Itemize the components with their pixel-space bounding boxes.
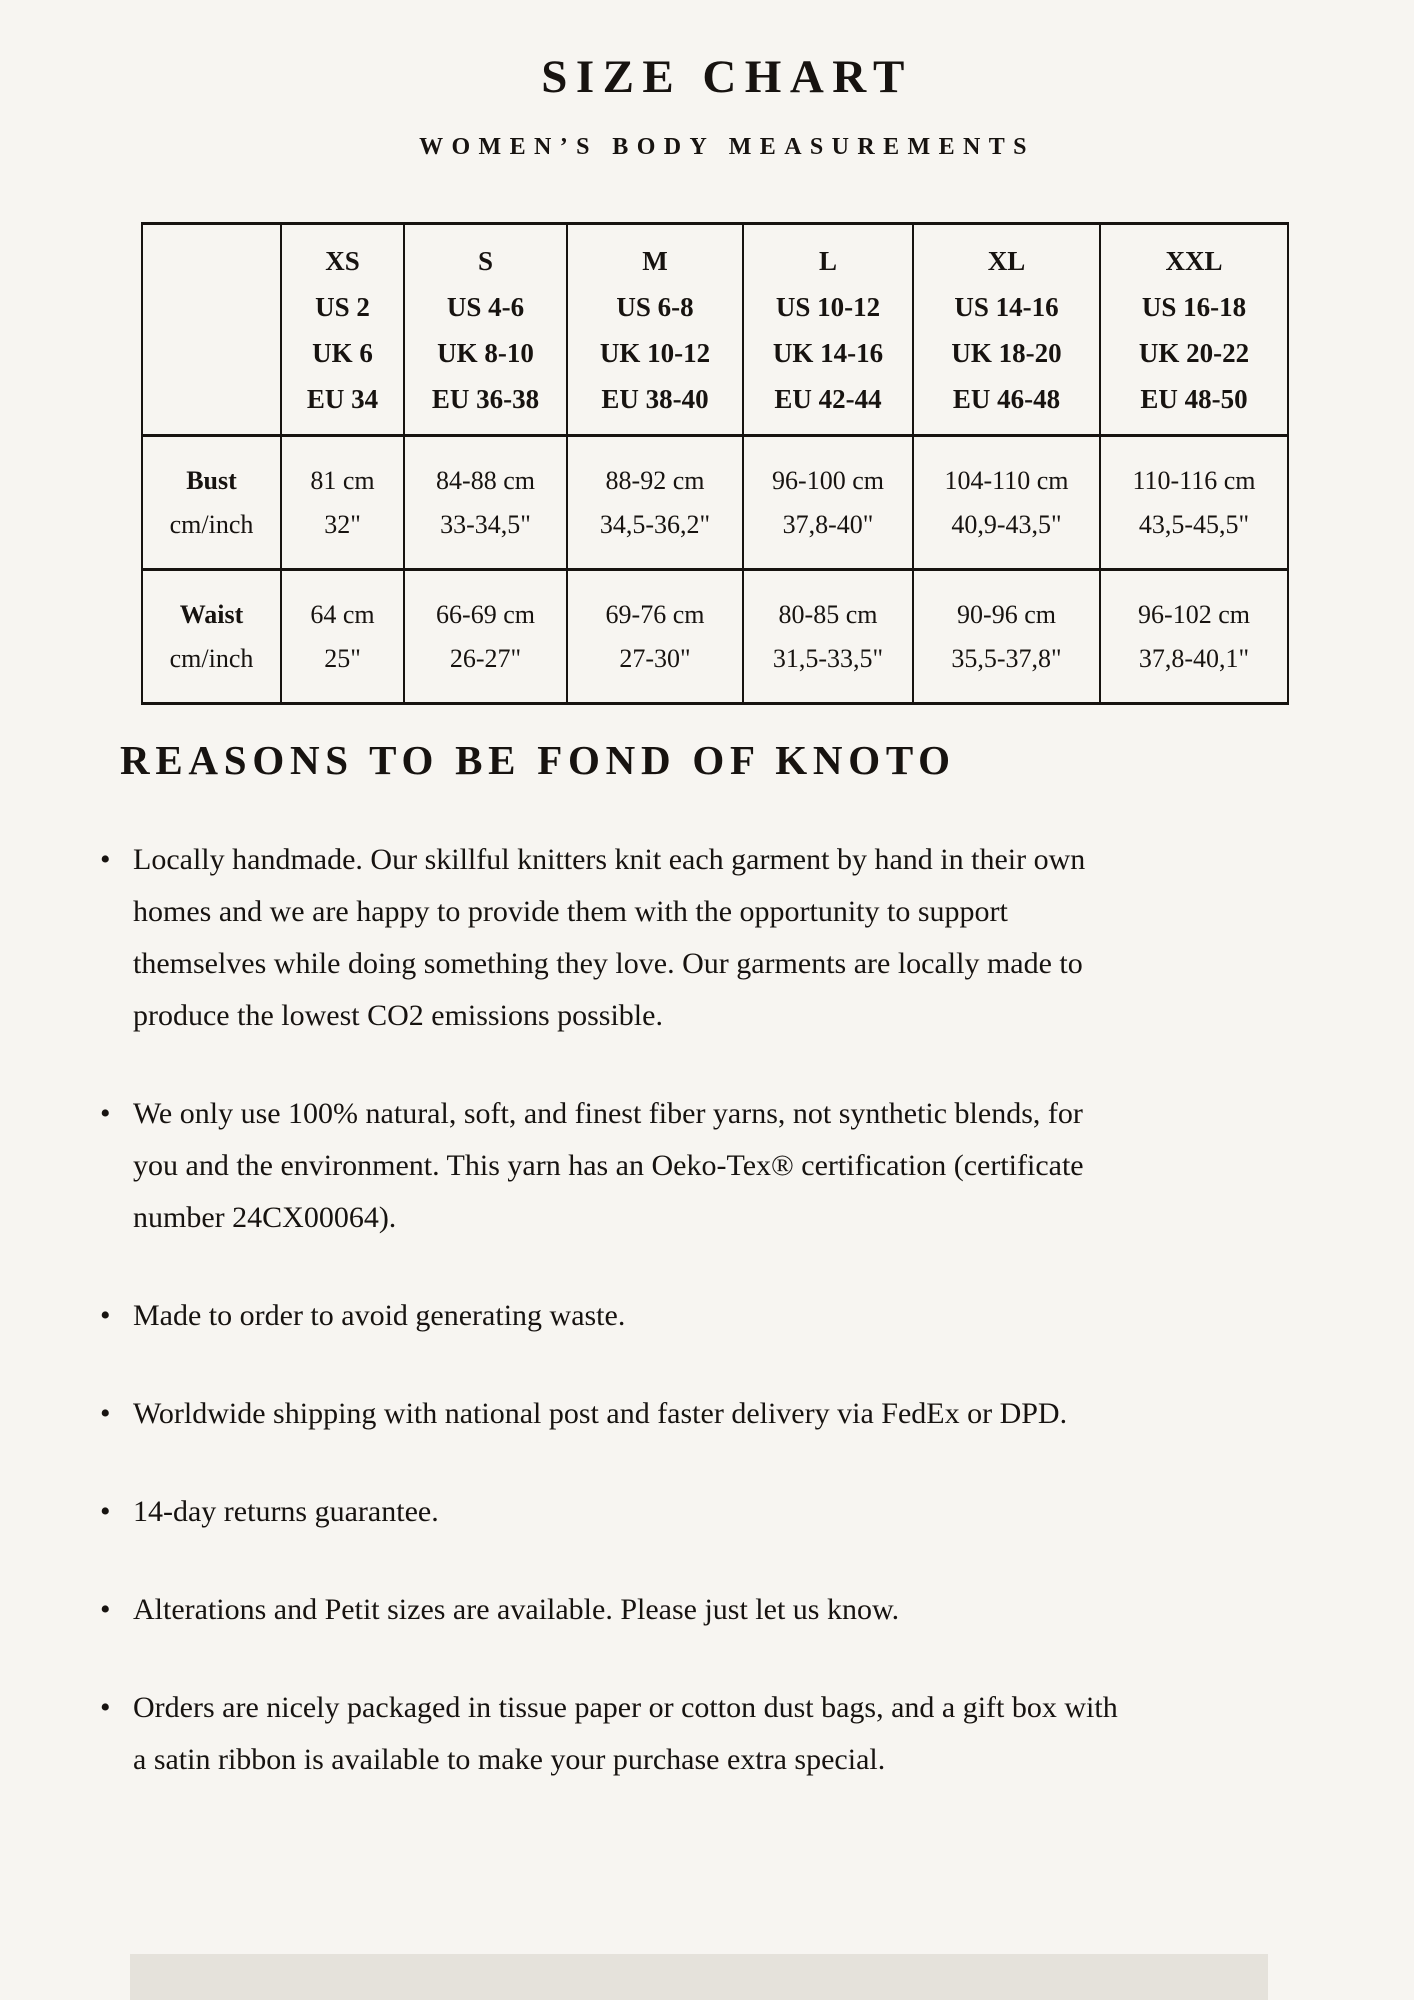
waist-row bbox=[142, 570, 1288, 704]
bust-cell-xxl: 110-116 cm 43,5-45,5" bbox=[1100, 436, 1288, 570]
waist-cell-xs: 64 cm 25" bbox=[281, 570, 404, 704]
size-col-header-xs bbox=[281, 224, 404, 436]
list-item bbox=[100, 1682, 1130, 1786]
eu-size: EU 38-40 bbox=[601, 383, 709, 414]
reasons-list bbox=[100, 834, 1130, 1786]
waist-cell-xxl: 96-102 cm 37,8-40,1" bbox=[1100, 570, 1288, 704]
size-col-header-s bbox=[404, 224, 567, 436]
bust-row-label: Bust cm/inch bbox=[142, 436, 281, 570]
size-col-header-m bbox=[567, 224, 743, 436]
us-size: US 4-6 bbox=[446, 291, 525, 322]
size-label: XS bbox=[325, 245, 360, 276]
reason-text: Worldwide shipping with national post and faster delivery via FedEx or DPD. bbox=[133, 1397, 1068, 1430]
eu-size: EU 46-48 bbox=[952, 383, 1061, 414]
waist-row-label: Waist cm/inch bbox=[142, 570, 281, 704]
reason-text: 14-day returns guarantee. bbox=[133, 1495, 439, 1528]
waist-cell-xl: 90-96 cm 35,5-37,8" bbox=[913, 570, 1100, 704]
list-item bbox=[100, 1584, 1130, 1636]
uk-size: UK 6 bbox=[312, 337, 373, 368]
uk-size: UK 8-10 bbox=[437, 337, 534, 368]
uk-size: UK 14-16 bbox=[772, 337, 884, 368]
size-label: S bbox=[477, 245, 494, 276]
list-item bbox=[100, 1388, 1130, 1440]
bust-cell-l: 96-100 cm 37,8-40" bbox=[743, 436, 913, 570]
size-label: M bbox=[642, 245, 668, 276]
reason-text: Made to order to avoid generating waste. bbox=[133, 1299, 626, 1332]
size-label: L bbox=[818, 245, 837, 276]
us-size: US 10-12 bbox=[775, 291, 881, 322]
us-size: US 16-18 bbox=[1141, 291, 1247, 322]
eu-size: EU 36-38 bbox=[431, 383, 540, 414]
reason-text: Locally handmade. Our skillful knitters knit each garment by hand in their own homes and we are happy to provide them with the opportunity to support themselves while doing something they love. Our garments are locally made to produce the lowest CO2 emissions possible. bbox=[133, 843, 1086, 1032]
bullet-icon: • bbox=[100, 1397, 111, 1430]
waist-cell-l: 80-85 cm 31,5-33,5" bbox=[743, 570, 913, 704]
waist-cell-s: 66-69 cm 26-27" bbox=[404, 570, 567, 704]
bullet-icon: • bbox=[100, 1691, 111, 1724]
bust-cell-xs: 81 cm 32" bbox=[281, 436, 404, 570]
list-item bbox=[100, 1088, 1130, 1244]
eu-size: EU 42-44 bbox=[774, 383, 882, 414]
table-corner-cell bbox=[142, 224, 281, 436]
uk-size: UK 20-22 bbox=[1138, 337, 1250, 368]
eu-size: EU 48-50 bbox=[1140, 383, 1248, 414]
reasons-section-heading: REASONS TO BE FOND OF KNOTO bbox=[120, 737, 956, 783]
list-item bbox=[100, 1290, 1130, 1342]
size-label: XL bbox=[987, 245, 1026, 276]
bullet-icon: • bbox=[100, 1097, 111, 1130]
eu-size: EU 34 bbox=[306, 383, 379, 414]
bust-row bbox=[142, 436, 1288, 570]
bullet-icon: • bbox=[100, 1299, 111, 1332]
uk-size: UK 18-20 bbox=[951, 337, 1062, 368]
reason-text: We only use 100% natural, soft, and finest fiber yarns, not synthetic blends, for you and the environment. This yarn has an Oeko-Tex® certification (certificate number 24CX00064). bbox=[133, 1097, 1084, 1234]
bust-cell-m: 88-92 cm 34,5-36,2" bbox=[567, 436, 743, 570]
list-item bbox=[100, 1486, 1130, 1538]
page-title: SIZE CHART bbox=[541, 51, 913, 103]
size-col-header-l bbox=[743, 224, 913, 436]
size-chart-table bbox=[141, 222, 1289, 705]
bottom-partial-block bbox=[130, 1954, 1268, 2000]
reason-text: Alterations and Petit sizes are available. Please just let us know. bbox=[133, 1593, 900, 1626]
size-col-header-xl bbox=[913, 224, 1100, 436]
waist-cell-m: 69-76 cm 27-30" bbox=[567, 570, 743, 704]
us-size: US 6-8 bbox=[616, 291, 694, 322]
document-header bbox=[40, 52, 1414, 161]
bullet-icon: • bbox=[100, 1593, 111, 1626]
page-subtitle: WOMEN’S BODY MEASUREMENTS bbox=[419, 133, 1035, 160]
us-size: US 14-16 bbox=[954, 291, 1059, 322]
uk-size: UK 10-12 bbox=[599, 337, 711, 368]
size-col-header-xxl bbox=[1100, 224, 1288, 436]
bust-cell-s: 84-88 cm 33-34,5" bbox=[404, 436, 567, 570]
bullet-icon: • bbox=[100, 1495, 111, 1528]
list-item bbox=[100, 834, 1130, 1042]
us-size: US 2 bbox=[315, 291, 370, 322]
size-label: XXL bbox=[1165, 245, 1223, 276]
reason-text: Orders are nicely packaged in tissue paper or cotton dust bags, and a gift box with a satin ribbon is available to make your purchase extra special. bbox=[133, 1691, 1118, 1776]
bust-cell-xl: 104-110 cm 40,9-43,5" bbox=[913, 436, 1100, 570]
table-header-row bbox=[142, 224, 1288, 436]
bullet-icon: • bbox=[100, 843, 111, 876]
